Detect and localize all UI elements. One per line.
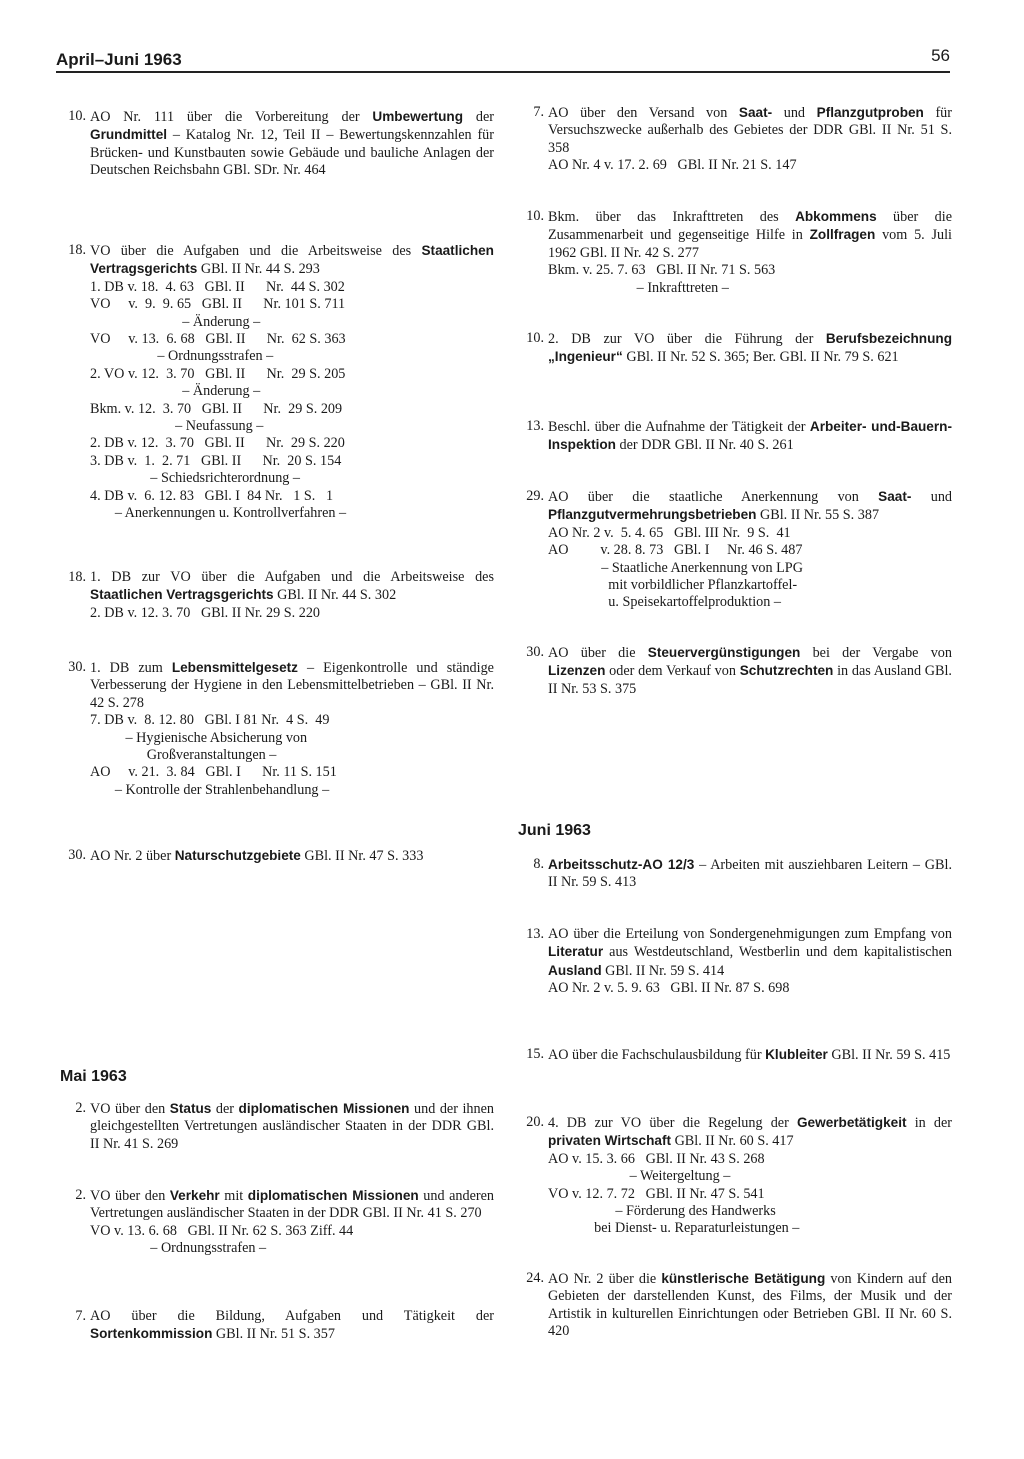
entry-text-segment: GBl. II Nr. 52 S. 365; Ber. GBl. II Nr. 79 S. 621	[622, 349, 899, 366]
entry-amendment-line: – Hygienische Absicherung von	[90, 729, 308, 746]
entry-amendment-line: – Kontrolle der Strahlenbehandlung –	[90, 781, 330, 798]
entry-text-segment: AO über die Bildung, Aufgaben und Tätigkeit der	[90, 1308, 494, 1324]
entry-text-segment: der	[463, 109, 494, 125]
entry	[512, 418, 952, 455]
entry-date: 18.	[68, 569, 86, 585]
entry-keyword: diplomatischen Missionen	[238, 1101, 410, 1116]
entry-text	[548, 644, 952, 698]
entry-text	[548, 418, 952, 455]
entry-amendment-line: VO v. 12. 7. 72 GBl. II Nr. 47 S. 541	[548, 1185, 765, 1202]
entry-text-segment: und	[772, 105, 817, 121]
entry-keyword: Ausland	[548, 962, 602, 978]
entry-text-segment: VO über den	[90, 1188, 170, 1204]
entry	[512, 488, 952, 612]
entry-text-segment: GBl. II Nr. 47 S. 333	[300, 848, 424, 864]
entry	[54, 1100, 494, 1153]
entry-amendment-line: – Änderung –	[90, 313, 261, 330]
entry-amendment-line: u. Speisekartoffelproduktion –	[548, 594, 782, 611]
entry-amendment-line: VO v. 13. 6. 68 GBl. II Nr. 62 S. 363 Ziff. 44	[90, 1222, 354, 1239]
entry	[512, 104, 952, 175]
entry-amendment-line: 7. DB v. 8. 12. 80 GBl. I 81 Nr. 4 S. 49	[90, 712, 330, 729]
entry-text-segment: AO Nr. 2 über die	[548, 1271, 662, 1287]
entry-date: 13.	[526, 418, 544, 434]
entry-keyword: Literatur	[548, 944, 604, 960]
entry-date: 2.	[75, 1187, 86, 1203]
entry-keyword: Saat-	[738, 105, 773, 120]
entry-date: 29.	[526, 488, 544, 504]
entry-text-segment: 2. DB zur VO über die Führung der	[548, 331, 826, 347]
page-number: 56	[931, 46, 950, 65]
entry-text-segment: AO über den Versand von	[548, 105, 739, 121]
entry-keyword: Naturschutzgebiete	[174, 848, 301, 863]
entry-amendment-line: VO v. 13. 6. 68 GBl. II Nr. 62 S. 363	[90, 331, 346, 348]
entry-text	[548, 104, 952, 157]
entry	[512, 644, 952, 698]
entry	[54, 1187, 494, 1258]
entry-text	[90, 569, 494, 605]
entry-amendment-line: bei Dienst- u. Reparaturleistungen –	[548, 1220, 800, 1237]
entry	[512, 1046, 952, 1064]
entry-amendment-line: 1. DB v. 18. 4. 63 GBl. II Nr. 44 S. 302	[90, 278, 345, 295]
entry-keyword: Arbeitsschutz-AO 12/3	[548, 857, 695, 872]
header-rule	[56, 71, 950, 73]
entry-text	[90, 1187, 494, 1223]
entry-keyword: Arbeiter- und-Bauern-Inspektion	[548, 419, 952, 453]
entry-keyword: Sortenkommission	[90, 1326, 213, 1342]
entry-amendment-line: AO v. 21. 3. 84 GBl. I Nr. 11 S. 151	[90, 764, 337, 781]
entry-text-segment: AO über die	[548, 645, 648, 661]
entry-text-segment: bei der Vergabe von	[800, 645, 952, 661]
entry-text-segment: und anderen Vertretungen ausländischer Staaten in der DDR GBl. II Nr. 41 S. 270	[90, 1188, 494, 1222]
entry-text	[90, 847, 494, 865]
entry-amendment-line: AO v. 15. 3. 66 GBl. II Nr. 43 S. 268	[548, 1150, 765, 1167]
entry-keyword: privaten Wirtschaft	[548, 1133, 672, 1149]
entry	[512, 208, 952, 297]
entry-amendment-line: AO Nr. 2 v. 5. 9. 63 GBl. II Nr. 87 S. 698	[548, 980, 790, 997]
entry-text-segment: der	[211, 1101, 239, 1117]
entry-amendment-line: – Inkrafttreten –	[548, 279, 729, 296]
entry-text	[548, 488, 952, 525]
entry-amendment-line: – Förderung des Handwerks	[548, 1203, 776, 1220]
entry-keyword: Berufsbezeichnung „Ingenieur“	[548, 331, 952, 365]
entry-text-segment: AO Nr. 111 über die Vorbereitung der	[90, 109, 373, 125]
entry-text-segment: GBl. II Nr. 59 S. 415	[827, 1047, 951, 1063]
entry-amendment-line: 3. DB v. 1. 2. 71 GBl. II Nr. 20 S. 154	[90, 452, 342, 469]
entry-text-segment: von Kindern auf den Gebieten der darstellenden Kunst, des Films, der Musik und der Artistik in kulturellen Einrichtungen oder Betrieben GBl. II Nr. 60 S. 420	[548, 1271, 952, 1340]
entry-text-segment: der DDR GBl. II Nr. 40 S. 261	[615, 437, 794, 454]
entry-text-segment: VO über den	[90, 1101, 170, 1117]
entry-text	[90, 1308, 494, 1344]
entry-keyword: Klubleiter	[765, 1047, 828, 1062]
entry-date: 15.	[526, 1046, 544, 1062]
entry-amendment-line: – Neufassung –	[90, 418, 264, 435]
entry-keyword: Umbewertung	[372, 109, 464, 124]
entry-keyword: Saat-	[878, 489, 912, 504]
entry-amendment-line: – Ordnungsstrafen –	[90, 1240, 267, 1257]
entry	[512, 926, 952, 998]
entry-amendment-line: Bkm. v. 25. 7. 63 GBl. II Nr. 71 S. 563	[548, 262, 776, 279]
entry-text-segment: vom 5. Juli 1962 GBl. II Nr. 42 S. 277	[548, 227, 952, 261]
entry-date: 30.	[526, 644, 544, 660]
entry-amendment-line: VO v. 9. 9. 65 GBl. II Nr. 101 S. 711	[90, 296, 346, 313]
entry	[54, 108, 494, 180]
entry	[54, 1308, 494, 1344]
entry-keyword: Lebensmittelgesetz	[171, 660, 298, 675]
entry-keyword: Steuervergünstigungen	[647, 645, 801, 660]
entry-text	[90, 108, 494, 180]
entry-amendment-line: – Schiedsrichterordnung –	[90, 470, 301, 487]
entry-text-segment: Bkm. über das Inkrafttreten des	[548, 209, 796, 225]
entry-keyword: künstlerische Betätigung	[661, 1271, 826, 1286]
entry-keyword: Staatlichen Vertragsgerichts	[90, 587, 274, 603]
entry-text-segment: GBl. II Nr. 44 S. 293	[197, 261, 320, 278]
entry-text-segment: – Katalog Nr. 12, Teil II – Bewertungskennzahlen für Brücken- und Kunstbauten sowie Gebäude und bauliche Anlagen der Deutschen Reichsbahn GBl. SDr. Nr. 464	[90, 127, 494, 179]
entry-amendment-line: – Staatliche Anerkennung von LPG	[548, 559, 803, 576]
entry-amendment-line: 2. VO v. 12. 3. 70 GBl. II Nr. 29 S. 205	[90, 365, 346, 382]
entry-date: 7.	[75, 1308, 86, 1324]
entry-keyword: Gewerbetätigkeit	[796, 1115, 907, 1130]
entry-text-segment: – Eigenkontrolle und ständige Verbesserung der Hygiene in den Lebensmittelbetrieben – GBl. II Nr. 42 S. 278	[90, 660, 494, 711]
entry-amendment-line: AO Nr. 2 v. 5. 4. 65 GBl. III Nr. 9 S. 41	[548, 524, 791, 541]
entry-amendment-line: mit vorbildlicher Pflanzkartoffel-	[548, 577, 798, 594]
entry-keyword: Status	[169, 1101, 212, 1116]
entry	[512, 1114, 952, 1238]
entry-date: 8.	[533, 856, 544, 872]
entry-text-segment: – Arbeiten mit ausziehbaren Leitern – GBl. II Nr. 59 S. 413	[548, 857, 952, 891]
entry-date: 30.	[68, 659, 86, 675]
entry-text-segment: AO über die Erteilung von Sondergenehmigungen zum Empfang von	[548, 926, 952, 942]
entry-text	[548, 330, 952, 367]
entry-text	[548, 208, 952, 262]
entry-text-segment: GBl. II Nr. 51 S. 357	[212, 1326, 335, 1343]
entry-text-segment: mit	[219, 1188, 248, 1204]
entry-text	[548, 1046, 952, 1064]
entry-date: 10.	[526, 208, 544, 224]
entry-text	[90, 242, 494, 279]
entry-date: 13.	[526, 926, 544, 942]
entry-text-segment: GBl. II Nr. 60 S. 417	[671, 1133, 794, 1150]
entry-text-segment: GBl. II Nr. 55 S. 387	[756, 507, 880, 524]
entry-date: 18.	[68, 242, 86, 258]
entry	[54, 847, 494, 865]
entry-text-segment: über die Zusammenarbeit und gegenseitige Hilfe in	[548, 209, 952, 244]
entry-keyword: diplomatischen Missionen	[247, 1188, 419, 1203]
entry-text	[548, 856, 952, 892]
entry-date: 24.	[526, 1270, 544, 1286]
entry	[512, 330, 952, 367]
entry-date: 30.	[68, 847, 86, 863]
entry	[54, 659, 494, 799]
entry-amendment-line: Großveranstaltungen –	[90, 747, 277, 764]
section-heading-mai: Mai 1963	[60, 1068, 127, 1085]
entry-keyword: Pflanzgutvermehrungsbetrieben	[548, 507, 757, 523]
entry	[54, 569, 494, 622]
entry-amendment-line: – Weitergeltung –	[548, 1168, 731, 1185]
entry-keyword: Grundmittel	[90, 127, 168, 143]
entry-amendment-line: – Anerkennungen u. Kontrollverfahren –	[90, 505, 347, 522]
entry-text-segment: für Versuchszwecke außerhalb des Gebietes der DDR GBl. II Nr. 51 S. 358	[548, 105, 952, 156]
entry-amendment-line: – Änderung –	[90, 383, 261, 400]
entry-text-segment: AO über die staatliche Anerkennung von	[548, 489, 879, 505]
entry-keyword: Schutzrechten	[739, 663, 834, 679]
entry-text-segment: 1. DB zum	[90, 660, 172, 676]
entry-keyword: Verkehr	[169, 1188, 220, 1203]
entry-text-segment: Beschl. über die Aufnahme der Tätigkeit der	[548, 419, 810, 435]
entry-text-segment: AO über die Fachschulausbildung für	[548, 1047, 766, 1063]
entry-text	[90, 1100, 494, 1153]
entry-text-segment: in der	[906, 1115, 952, 1131]
entry-text-segment: oder dem Verkauf von	[605, 663, 740, 680]
entry-text-segment: in das Ausland GBl. II Nr. 53 S. 375	[548, 663, 952, 697]
entry-text-segment: aus Westdeutschland, Westberlin und dem kapitalistischen	[603, 944, 952, 961]
entry-text-segment: GBl. II Nr. 44 S. 302	[273, 587, 397, 604]
entry-amendment-line: Bkm. v. 12. 3. 70 GBl. II Nr. 29 S. 209	[90, 400, 343, 417]
entry	[512, 1270, 952, 1341]
entry-keyword: Staatlichen Vertragsgerichts	[90, 243, 494, 277]
entry-date: 10.	[68, 108, 86, 124]
entry-date: 20.	[526, 1114, 544, 1130]
entry-amendment-line: 2. DB v. 12. 3. 70 GBl. II Nr. 29 S. 220	[90, 435, 345, 452]
entry	[512, 856, 952, 892]
entry-text	[548, 1114, 952, 1151]
entry-text	[548, 926, 952, 980]
entry	[54, 242, 494, 523]
entry-date: 10.	[526, 330, 544, 346]
entry-text	[548, 1270, 952, 1341]
entry-text-segment: 4. DB zur VO über die Regelung der	[548, 1115, 797, 1131]
entry-keyword: Pflanzgutproben	[816, 105, 924, 120]
entry-text-segment: und der ihnen gleichgestellten Vertretungen ausländischer Staaten in der DDR GBl. II Nr. 41 S. 269	[90, 1101, 494, 1152]
entry-text-segment: und	[911, 489, 953, 505]
entry-date: 7.	[533, 104, 544, 120]
entry-amendment-line: AO Nr. 4 v. 17. 2. 69 GBl. II Nr. 21 S. 147	[548, 157, 797, 174]
entry-text-segment: VO über die Aufgaben und die Arbeitsweise des	[90, 243, 422, 259]
entry-amendment-line: 4. DB v. 6. 12. 83 GBl. I 84 Nr. 1 S. 1	[90, 487, 334, 504]
entry-amendment-line: 2. DB v. 12. 3. 70 GBl. II Nr. 29 S. 220	[90, 604, 321, 621]
entry-text-segment: 1. DB zur VO über die Aufgaben und die Arbeitsweise des	[90, 569, 494, 585]
entry-text	[90, 659, 494, 712]
running-header: April–Juni 1963	[56, 50, 182, 69]
entry-amendment-line: – Ordnungsstrafen –	[90, 348, 274, 365]
entry-keyword: Abkommens	[795, 209, 877, 224]
entry-date: 2.	[75, 1100, 86, 1116]
entry-text-segment: AO Nr. 2 über	[90, 848, 175, 864]
entry-keyword: Lizenzen	[548, 663, 606, 679]
entry-amendment-line: AO v. 28. 8. 73 GBl. I Nr. 46 S. 487	[548, 542, 803, 559]
entry-keyword: Zollfragen	[809, 227, 876, 243]
entry-text-segment: GBl. II Nr. 59 S. 414	[601, 962, 725, 979]
section-heading-juni: Juni 1963	[518, 822, 591, 839]
